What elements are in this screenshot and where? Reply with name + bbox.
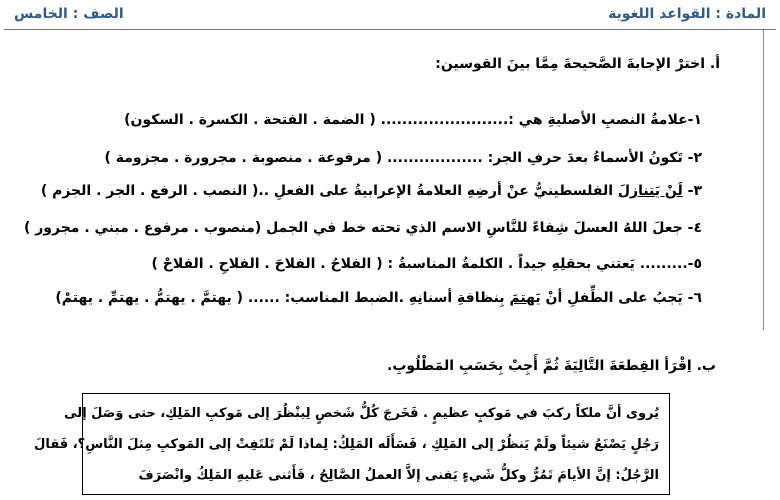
question-6-prefix: ٦- يَجبُ على الطِّفلِ أنْ: [540, 290, 702, 306]
question-6: [55, 290, 702, 306]
question-3-text: الفلسطينيُّ عنْ أرضِهِ العلامةُ الإعرابيةُ على الفعلِ ..( النصب . الرفع . الجر . الجزم ): [40, 183, 618, 199]
question-2: ٢- تَكونُ الأسماءُ بعدَ حرفِ الجر: .................. ( مرفوعة . منصوبة . مجرورة . مجزومة ): [104, 150, 702, 166]
header-divider: [4, 29, 776, 30]
question-5: ٥-......... يَعتني بحقلِهِ جيداً . الكلمةُ المناسبةُ : ( الفلاحُ . الفلاحَ . الفلاحِ . الفلاحْ ): [151, 256, 702, 272]
question-6-text: بِنظافةِ أسنانِهِ .الضبط المناسب: ...... ( يهتمَّ . يهتمُّ . يهتمِّ . يهتمْ): [55, 290, 510, 306]
subject-label: المادة : القواعد اللغوية: [608, 6, 766, 22]
passage-line-1: يُروى أنَّ ملكاً ركبَ في مَوكبٍ عظيمٍ . فَخَرجَ كُلُّ شَخصٍ لِينْظُرَ إلى مَوكبِ المَلِكِ، حتى وَصَلَ إلى: [64, 406, 659, 421]
passage-line-2: رَجُلٍ يَصْنَعُ شيئاً ولَمْ يَنظُرْ إلى المَلِكِ ، فَسَأَلَه المَلِكُ: لِماذا لَمْ تَلتَفِتْ إلى المَوكبِ مِثلَ النَّاسِ؟، فَقالَ: [34, 437, 659, 452]
question-6-underlined: يَهتمَ: [509, 290, 541, 306]
question-3: [41, 183, 702, 199]
section-a-title: أ. اخترْ الإجابةَ الصَّحيحةَ مِمَّا بينَ القوسين:: [435, 56, 720, 72]
question-3-prefix: ٣-: [682, 183, 702, 199]
question-3-underlined: لَنْ يَتنازلَ: [617, 183, 683, 199]
question-1: ١-علامةُ النصبِ الأصليةِ هي :........................ ( الضمة . الفتحة . الكسرة . السكون): [124, 112, 702, 128]
grade-label: الصف : الخامس: [14, 6, 124, 22]
question-4: ٤- جعلَ اللهُ العسلَ شِفاءً للنَّاسِ الاسم الذي تحته خط في الجمل (منصوب . مرفوع . مبني . مجرور ): [23, 220, 702, 236]
passage-box: [34, 393, 670, 495]
passage-line-3: الرَّجُلُ: إنَّ الأيامَ تَمُرُّ وكلُّ شَيءٍ يَفنى إلاَّ العملُ الصَّالِحُ ، فَأَثنى عَليهِ المَلِكُ وانْصَرَفَ: [138, 468, 659, 483]
page-margin-line: [763, 30, 764, 330]
section-b-title: ب. اِقْرَأ القِطعَةَ التَّالِيَةَ ثُمَّ أَجِبْ بِحَسَبِ المَطْلُوبِ.: [387, 358, 716, 374]
